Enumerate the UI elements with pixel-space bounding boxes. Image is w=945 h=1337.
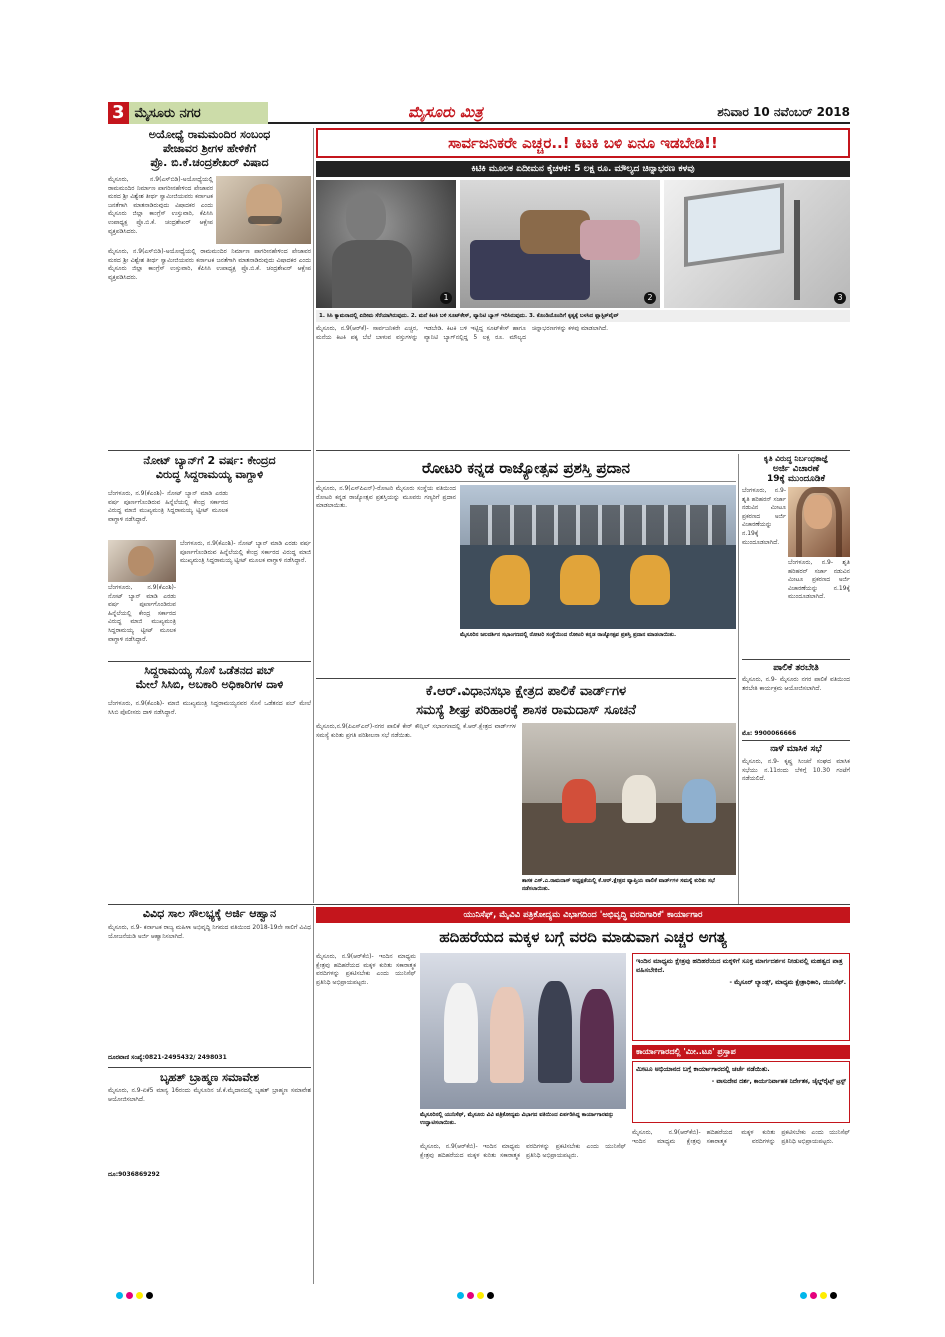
right-column (742, 454, 850, 783)
story2-body-cont: ಬೆಂಗಳೂರು, ನ.9(ಕೆಎಂಶಿ)- ನೋಟ್ ಬ್ಯಾನ್ ಮಾಡಿ ಎರಡು ವರ್ಷ ಪೂರ್ಣಗೊಂಡಿರುವ ಹಿನ್ನೆಲೆಯಲ್ಲಿ ಕೇಂದ್ರ ಸರ್ಕಾರದ ವಿರುದ್ಧ ಮಾಜಿ ಮುಖ್ಯಮಂತ್ರಿ ಸಿದ್ದರಾಮಯ್ಯ ಟ್ವೀಟ್ ಮೂಲಕ ವಾಗ್ದಾಳಿ ನಡೆಸಿದ್ದಾರೆ. (108, 584, 176, 643)
story3-body: ಬೆಂಗಳೂರು, ನ.9(ಕೆಎಂಶಿ)- ಮಾಜಿ ಮುಖ್ಯಮಂತ್ರಿ ಸಿದ್ದರಾಮಯ್ಯನವರ ಸೊಸೆ ಒಡೆತನದ ಪಬ್ ಮೇಲೆ ಸಿಸಿಬಿ ಪೊಲೀಸರು ದಾಳಿ ನಡೆಸಿದ್ದಾರೆ. (108, 700, 311, 716)
brahmin-contact: ದೂ:9036869292 (108, 1171, 160, 1178)
ward-headline-2: ಸಮಸ್ಯೆ ಶೀಘ್ರ ಪರಿಹಾರಕ್ಕೆ ಶಾಸಕ ರಾಮದಾಸ್ ಸೂಚನೆ (416, 703, 636, 718)
loan-headline: ವಿವಿಧ ಸಾಲ ಸೌಲಭ್ಯಕ್ಕೆ ಅರ್ಜಿ ಆಹ್ವಾನ (142, 907, 277, 920)
ward-body: ಮೈಸೂರು,ನ.9(ಪಿಎಸ್‌ಎನ್)-ನಗರ ಪಾಲಿಕೆ ಕೇರ್ ಕೌನ್ಸಿಲ್ ಸಭಾಂಗಣದಲ್ಲಿ ಕೆ.ಆರ್.ಕ್ಷೇತ್ರದ ವಾರ್ಡ್‌ಗಳ ಸಮಸ್ಯೆ ಕುರಿತು ಪ್ರಗತಿ ಪರಿಶೀಲನಾ ಸಭೆ ನಡೆಯಿತು. (316, 723, 516, 739)
unicef-body-col3: ಮೈಸೂರು, ನ.9(ಆರ್‌ಕೆಬಿ)- ಇಂದಿನ ಮಾಧ್ಯಮ ಕ್ಷೇತ್ರವು ಹದಿಹರೆಯದ ಮಕ್ಕಳ ಕುರಿತು ಸಕಾರಾತ್ಮಕ ವರದಿಗಳನ್ನು ಪ್ರಕಟಿಸಬೇಕು ಎಂದು ಯುನಿಸೆಫ್ ಪ್ರತಿನಿಧಿ ಅಭಿಪ್ರಾಯಪಟ್ಟರು. (632, 1129, 850, 1145)
divider (108, 450, 311, 451)
right-story1-headline-2: 19ಕ್ಕೆ ಮುಂದೂಡಿಕೆ (767, 474, 825, 484)
divider (742, 740, 850, 741)
right-story2-headline: ಪಾಲಿಕೆ ತರಬೇತಿ (773, 663, 819, 673)
actress-photo (788, 487, 850, 557)
portrait-photo-chandrashekhar (216, 176, 311, 244)
story3-headline-1: ಸಿದ್ದರಾಮಯ್ಯ ಸೊಸೆ ಒಡೆತನದ ಪಬ್ (144, 664, 275, 677)
story2-headline-2: ವಿರುದ್ಧ ಸಿದ್ದರಾಮಯ್ಯ ವಾಗ್ದಾಳಿ (155, 468, 264, 481)
column-rule (313, 906, 314, 1284)
suitcase-photo (460, 180, 660, 308)
story1-headline-3: ಪ್ರೊ. ಬಿ.ಕೆ.ಚಂದ್ರಶೇಖರ್ ವಿಷಾದ (150, 156, 269, 169)
top-story-caption: 1. ಸಿಸಿ ಕ್ಯಾಮರಾದಲ್ಲಿ ಏದೀಮ ಸೆರೆಯಾಗಿರುವುದು. 2. ಮನೆ ಕಿಟಕಿ ಬಳಿ ಸೂಟ್‌ಕೇಸ್, ವ್ಯಾನಿಟಿ ಬ್ಯಾಗ್ ಇರಿಸಿರುವುದು. 3. ಕೊಂಡಿಯೊಂದಿಗೆ ಕೃತ್ಯಕ್ಕೆ ಬಳಸಿದ ಫ್ಲಾಸ್ಟಿಕ್‌ಪೈಪ್ (316, 310, 850, 322)
divider (316, 450, 850, 451)
metoo-by: - ವಾಸುದೇವ ದರ್ಶ, ಕಾರ್ಯನಿರ್ವಾಹಕ ನಿರ್ದೇಶಕ, ಚೈಲ್ಡ್‌ರೈಟ್ಸ್ ಟ್ರಸ್ಟ್ (711, 1078, 846, 1085)
right-story3-headline: ನಾಳೆ ಮಾಸಿಕ ಸಭೆ (770, 744, 822, 754)
brahmin-headline: ಬೃಹತ್ ಬ್ರಾಹ್ಮಣ ಸಮಾವೇಶ (159, 1071, 260, 1084)
ward-caption: ಶಾಸಕ ಎಸ್.ಎ.ರಾಮದಾಸ್ ಅಧ್ಯಕ್ಷತೆಯಲ್ಲಿ ಕೆ.ಆರ್.ಕ್ಷೇತ್ರದ ವ್ಯಾಪ್ತಿಯ ಪಾಲಿಕೆ ವಾರ್ಡ್‌ಗಳ ಸಮಸ್ಯೆ ಕುರಿತು ಸಭೆ ನಡೆಸಲಾಯಿತು. (522, 878, 715, 892)
divider (742, 659, 850, 660)
loan-story (108, 907, 311, 1178)
divider (316, 678, 736, 679)
top-story-headline: ಸಾರ್ವಜನಿಕರೇ ಎಚ್ಚರ..! ಕಿಟಕಿ ಬಳಿ ಏನೂ ಇಡಬೇಡಿ!! (448, 134, 718, 152)
divider (108, 904, 850, 905)
right-story2-contact: ಮೊ: 9900066666 (742, 730, 797, 737)
divider (108, 661, 311, 662)
newspaper-brand: ಮೈಸೂರು ಮಿತ್ರ (408, 103, 483, 121)
photo-number-3: 3 (834, 292, 846, 304)
right-story1-body: ಬೆಂಗಳೂರು, ನ.9- ಶೃತಿ ಹರಿಹರನ್ ಸರ್ಜಾ ನಡುವಿನ ಮೀಟೂ ಪ್ರಕರಣದ ಅರ್ಜಿ ವಿಚಾರಣೆಯನ್ನು ನ.19ಕ್ಕೆ ಮುಂದೂಡಲಾಗಿದೆ. (742, 487, 786, 546)
loan-contact: ದೂರವಾಣಿ ಸಂಖ್ಯೆ:0821-2495432/ 2498031 (108, 1054, 227, 1061)
story3-headline-2: ಮೇಲೆ ಸಿಸಿಬಿ, ಅಬಕಾರಿ ಅಧಿಕಾರಿಗಳ ದಾಳಿ (135, 678, 284, 691)
story1-headline-1: ಅಯೋಧ್ಯೆ ರಾಮಮಂದಿರ ಸಂಬಂಧ (148, 128, 271, 141)
window-photo (664, 180, 850, 308)
story2-lead: ಬೆಂಗಳೂರು, ನ.9(ಕೆಎಂಶಿ)- ನೋಟ್ ಬ್ಯಾನ್ ಮಾಡಿ ಎರಡು ವರ್ಷ ಪೂರ್ಣಗೊಂಡಿರುವ ಹಿನ್ನೆಲೆಯಲ್ಲಿ ಕೇಂದ್ರ ಸರ್ಕಾರದ ವಿರುದ್ಧ ಮಾಜಿ ಮುಖ್ಯಮಂತ್ರಿ ಸಿದ್ದರಾಮಯ್ಯ ಟ್ವೀಟ್ ಮೂಲಕ ವಾಗ್ದಾಳಿ ನಡೆಸಿದ್ದಾರೆ. (108, 490, 228, 523)
brahmin-body: ಮೈಸೂರು, ನ.9-ಏಕೆ5 ಮಾನ್ಯ 16ರಂದು ಮೈಸೂರಿನ ಜೆ.ಕೆ.ಮೈದಾನದಲ್ಲಿ ಬೃಹತ್ ಬ್ರಾಹ್ಮಣ ಸಮಾವೇಶ ಆಯೋಜಿಸಲಾಗಿದೆ. (108, 1087, 311, 1103)
metoo-title: ಕಾರ್ಯಾಗಾರದಲ್ಲಿ 'ಮೀ..ಟೂ' ಪ್ರಸ್ತಾಪ (632, 1045, 850, 1059)
meeting-photo (522, 723, 736, 875)
issue-date: ಶನಿವಾರ 10 ನವೆಂಬರ್ 2018 (717, 105, 850, 119)
story1-headline-2: ಪೇಜಾವರ ಶ್ರೀಗಳ ಹೇಳಿಕೆಗೆ (162, 142, 257, 155)
story1-lead: ಮೈಸೂರು, ನ.9(ಎಸ್‌ಬಿಡಿ)-ಅಯೋಧ್ಯೆಯಲ್ಲಿ ರಾಮಮಂದಿರ ನಿರ್ಮಾಣ ಪಾಗರೀನಹೇಳಿಂದ ಪೇಜಾವರ ಮಠದ ಶ್ರೀ ವಿಶ್ವೇಶ ತೀರ್ಥ ಸ್ವಾಮೀಜಿಯವರು ಕರ್ನಾಟಕ ಜನತೆಗಾಗಿ ಮಾತನಾಡಿರುವುದು ವಿಷಾದಕರ ಎಂದು ಮೈಸೂರು ಜಿಲ್ಲಾ ಕಾಂಗ್ರೆಸ್ ಉಸ್ತುವಾರಿ, ಕೆಪಿಸಿಸಿ ಉಪಾಧ್ಯಕ್ಷ ಪ್ರೊ.ಬಿ.ಕೆ. ಚಂದ್ರಶೇಖರ್ ಆಕ್ಷೇಪ ವ್ಯಕ್ತಪಡಿಸಿದರು. (108, 176, 213, 235)
registration-marks (457, 1292, 494, 1299)
photo-number-1: 1 (440, 292, 452, 304)
rotary-body: ಮೈಸೂರು, ನ.9(ಎಸ್‌ಪಿಎನ್)-ರೋಟರಿ ಮೈಸೂರು ಸಂಸ್ಥೆಯ ವತಿಯಿಂದ ರೋಟರಿ ಕನ್ನಡ ರಾಜ್ಯೋತ್ಸವ ಪ್ರಶಸ್ತಿಯನ್ನು ಮೂವರು ಗಣ್ಯರಿಗೆ ಪ್ರದಾನ ಮಾಡಲಾಯಿತು. (316, 485, 456, 510)
right-story1-body-cont: ಬೆಂಗಳೂರು, ನ.9- ಶೃತಿ ಹರಿಹರನ್ ಸರ್ಜಾ ನಡುವಿನ ಮೀಟೂ ಪ್ರಕರಣದ ಅರ್ಜಿ ವಿಚಾರಣೆಯನ್ನು ನ.19ಕ್ಕೆ ಮುಂದೂಡಲಾಗಿದೆ. (788, 559, 850, 601)
registration-marks (800, 1292, 837, 1299)
registration-marks (116, 1292, 153, 1299)
ward-headline-1: ಕೆ.ಆರ್.ವಿಧಾನಸಭಾ ಕ್ಷೇತ್ರದ ಪಾಲಿಕೆ ವಾರ್ಡ್‌ಗಳ (425, 684, 627, 699)
divider (108, 1067, 311, 1068)
unicef-headline: ಹದಿಹರೆಯದ ಮಕ್ಕಳ ಬಗ್ಗೆ ವರದಿ ಮಾಡುವಾಗ ಎಚ್ಚರ ಅಗತ್ಯ (439, 928, 727, 946)
unicef-quote: ಇಂದಿನ ಮಾಧ್ಯಮ ಕ್ಷೇತ್ರವು ಹದಿಹರೆಯದ ಮಕ್ಕಳಿಗೆ ಸೂಕ್ತ ಮಾರ್ಗದರ್ಶನ ನೀಡುವಲ್ಲಿ ಮಹತ್ವದ ಪಾತ್ರ ವಹಿಸಬೇಕಿದೆ. (636, 957, 843, 974)
rotary-headline: ರೋಟರಿ ಕನ್ನಡ ರಾಜ್ಯೋತ್ಸವ ಪ್ರಶಸ್ತಿ ಪ್ರದಾನ (422, 458, 630, 477)
section-name: ಮೈಸೂರು ನಗರ (134, 105, 201, 121)
unicef-quote-by: - ಮೈಸೂರ್ ಲ್ಯಾಂಡ್ಸ್, ಮಾಧ್ಯಮ ಕ್ಷೇತ್ರಾಧಿಕಾರಿ, ಯುನಿಸೆಫ್. (729, 979, 846, 986)
portrait-photo-siddaramaiah (108, 540, 176, 582)
right-story1-kicker: ಕೃತಿ ವಿರುದ್ಧ ನಿರ್ಬಂಧಕಾಜ್ಞೆ (763, 454, 829, 463)
unicef-story (316, 907, 850, 1285)
page-number-badge (108, 102, 268, 124)
photo-number-2: 2 (644, 292, 656, 304)
rotary-caption: ಮೈಸೂರಿನ ಜಲದರ್ಶಿನ ಸಭಾಂಗಣದಲ್ಲಿ ರೋಟರಿ ಸಂಸ್ಥೆಯಿಂದ ರೋಟರಿ ಕನ್ನಡ ರಾಜ್ಯೋತ್ಸವ ಪ್ರಶಸ್ತಿ ಪ್ರದಾನ ಮಾಡಲಾಯಿತು. (460, 632, 677, 638)
unicef-caption: ಮೈಸೂರಿನಲ್ಲಿ ಯುನಿಸೆಫ್, ಮೈಸೂರು ವಿವಿ ಪತ್ರಿಕೋದ್ಯಮ ವಿಭಾಗದ ವತಿಯಿಂದ ಏರ್ಪಡಿಸಿದ್ದ ಕಾರ್ಯಾಗಾರವನ್ನು ಉದ್ಘಾಟಿಸಲಾಯಿತು. (420, 1112, 614, 1126)
right-story2-body: ಮೈಸೂರು, ನ.9- ಮೈಸೂರು ನಗರ ಪಾಲಿಕೆ ವತಿಯಿಂದ ತರಬೇತಿ ಕಾರ್ಯಕ್ರಮ ಆಯೋಜಿಸಲಾಗಿದೆ. (742, 676, 850, 692)
rotary-story (316, 454, 736, 675)
loan-body: ಮೈಸೂರು, ನ.9- ಕರ್ನಾಟಕ ರಾಜ್ಯ ಮಹಿಳಾ ಅಭಿವೃದ್ಧಿ ನಿಗಮದ ವತಿಯಿಂದ 2018-19ನೇ ಸಾಲಿಗೆ ವಿವಿಧ ಯೋಜನೆಯಡಿ ಅರ್ಜಿ ಆಹ್ವಾನಿಸಲಾಗಿದೆ. (108, 924, 311, 940)
unicef-body-col1: ಮೈಸೂರು, ನ.9(ಆರ್‌ಕೆಬಿ)- ಇಂದಿನ ಮಾಧ್ಯಮ ಕ್ಷೇತ್ರವು ಹದಿಹರೆಯದ ಮಕ್ಕಳ ಕುರಿತು ಸಕಾರಾತ್ಮಕ ವರದಿಗಳನ್ನು ಪ್ರಕಟಿಸಬೇಕು ಎಂದು ಯುನಿಸೆಫ್ ಪ್ರತಿನಿಧಿ ಅಭಿಪ್ರಾಯಪಟ್ಟರು. (316, 953, 416, 986)
unicef-kicker: ಯುನಿಸೆಫ್, ಮೈವಿವಿ ಪತ್ರಿಕೋದ್ಯಮ ವಿಭಾಗದಿಂದ 'ಅಭಿವೃದ್ಧಿ ವರದಿಗಾರಿಕೆ' ಕಾರ್ಯಾಗಾರ (316, 907, 850, 923)
column-rule (738, 454, 739, 904)
story1-body: ಮೈಸೂರು, ನ.9(ಎಸ್‌ಬಿಡಿ)-ಅಯೋಧ್ಯೆಯಲ್ಲಿ ರಾಮಮಂದಿರ ನಿರ್ಮಾಣ ಪಾಗರೀನಹೇಳಿಂದ ಪೇಜಾವರ ಮಠದ ಶ್ರೀ ವಿಶ್ವೇಶ ತೀರ್ಥ ಸ್ವಾಮೀಜಿಯವರು ಕರ್ನಾಟಕ ಜನತೆಗಾಗಿ ಮಾತನಾಡಿರುವುದು ವಿಷಾದಕರ ಎಂದು ಮೈಸೂರು ಜಿಲ್ಲಾ ಕಾಂಗ್ರೆಸ್ ಉಸ್ತುವಾರಿ, ಕೆಪಿಸಿಸಿ ಉಪಾಧ್ಯಕ್ಷ ಪ್ರೊ.ಬಿ.ಕೆ. ಚಂದ್ರಶೇಖರ್ ಆಕ್ಷೇಪ ವ್ಯಕ್ತಪಡಿಸಿದರು. (108, 248, 311, 281)
page-number: 3 (108, 102, 129, 124)
workshop-inauguration-photo (420, 953, 626, 1109)
rotary-award-photo (460, 485, 736, 629)
top-story-subhead: ಕಿಟಿಕಿ ಮೂಲಕ ಏದೀಮನ ಕೈಚಳಕ: 5 ಲಕ್ಷ ರೂ. ಮೌಲ್ಯದ ಚಿನ್ನಾಭರಣ ಕಳವು (316, 161, 850, 177)
unicef-body-col2: ಮೈಸೂರು, ನ.9(ಆರ್‌ಕೆಬಿ)- ಇಂದಿನ ಮಾಧ್ಯಮ ಕ್ಷೇತ್ರವು ಹದಿಹರೆಯದ ಮಕ್ಕಳ ಕುರಿತು ಸಕಾರಾತ್ಮಕ ವರದಿಗಳನ್ನು ಪ್ರಕಟಿಸಬೇಕು ಎಂದು ಯುನಿಸೆಫ್ ಪ್ರತಿನಿಧಿ ಅಭಿಪ್ರಾಯಪಟ್ಟರು. (420, 1143, 626, 1159)
top-story-body: ಮೈಸೂರು, ನ.9(ಆರ್‌ಕೆ)- ಸಾರ್ವಜನಿಕರೇ ಎಚ್ಚರ, ಮನೆಯ ಕಿಟಕಿ ಪಕ್ಕ ಬೆಲೆ ಬಾಳುವ ವಸ್ತುಗಳನ್ನು ಇಡಬೇಡಿ. ಕಿಟಕಿ ಬಳಿ ಇಟ್ಟಿದ್ದ ಸೂಟ್‌ಕೇಸ್ ಹಾಗೂ ವ್ಯಾನಿಟಿ ಬ್ಯಾಗ್‌ನಲ್ಲಿದ್ದ 5 ಲಕ್ಷ ರೂ. ಮೌಲ್ಯದ ಚಿನ್ನಾಭರಣಗಳನ್ನು ಕಳವು ಮಾಡಲಾಗಿದೆ. (316, 325, 609, 341)
story2-headline-1: ನೋಟ್ ಬ್ಯಾನ್‌ಗೆ 2 ವರ್ಷ: ಕೇಂದ್ರದ (143, 454, 276, 467)
cctv-photo (316, 180, 456, 308)
metoo-text: ಮೀಟೂ ಅಭಿಯಾನದ ಬಗ್ಗೆ ಕಾರ್ಯಾಗಾರದಲ್ಲಿ ಚರ್ಚೆ ನಡೆಯಿತು. (636, 1065, 770, 1073)
masthead (108, 102, 850, 124)
right-story1-headline-1: ಅರ್ಜಿ ವಿಚಾರಣೆ (772, 464, 820, 474)
right-story3-body: ಮೈಸೂರು, ನ.9- ಕೃಷ್ಣ ಸಿಂಚನೆ ಸಂಘದ ಮಾಸಿಕ ಸಭೆಯು ನ.11ರಂದು ಬೆಳಿಗ್ಗೆ 10.30 ಗಂಟೆಗೆ ನಡೆಯಲಿದೆ. (742, 758, 850, 783)
top-story (316, 128, 850, 443)
column-rule (313, 128, 314, 903)
ward-story (316, 682, 736, 901)
story2-body: ಬೆಂಗಳೂರು, ನ.9(ಕೆಎಂಶಿ)- ನೋಟ್ ಬ್ಯಾನ್ ಮಾಡಿ ಎರಡು ವರ್ಷ ಪೂರ್ಣಗೊಂಡಿರುವ ಹಿನ್ನೆಲೆಯಲ್ಲಿ ಕೇಂದ್ರ ಸರ್ಕಾರದ ವಿರುದ್ಧ ಮಾಜಿ ಮುಖ್ಯಮಂತ್ರಿ ಸಿದ್ದರಾಮಯ್ಯ ಟ್ವೀಟ್ ಮೂಲಕ ವಾಗ್ದಾಳಿ ನಡೆಸಿದ್ದಾರೆ. (180, 540, 311, 565)
